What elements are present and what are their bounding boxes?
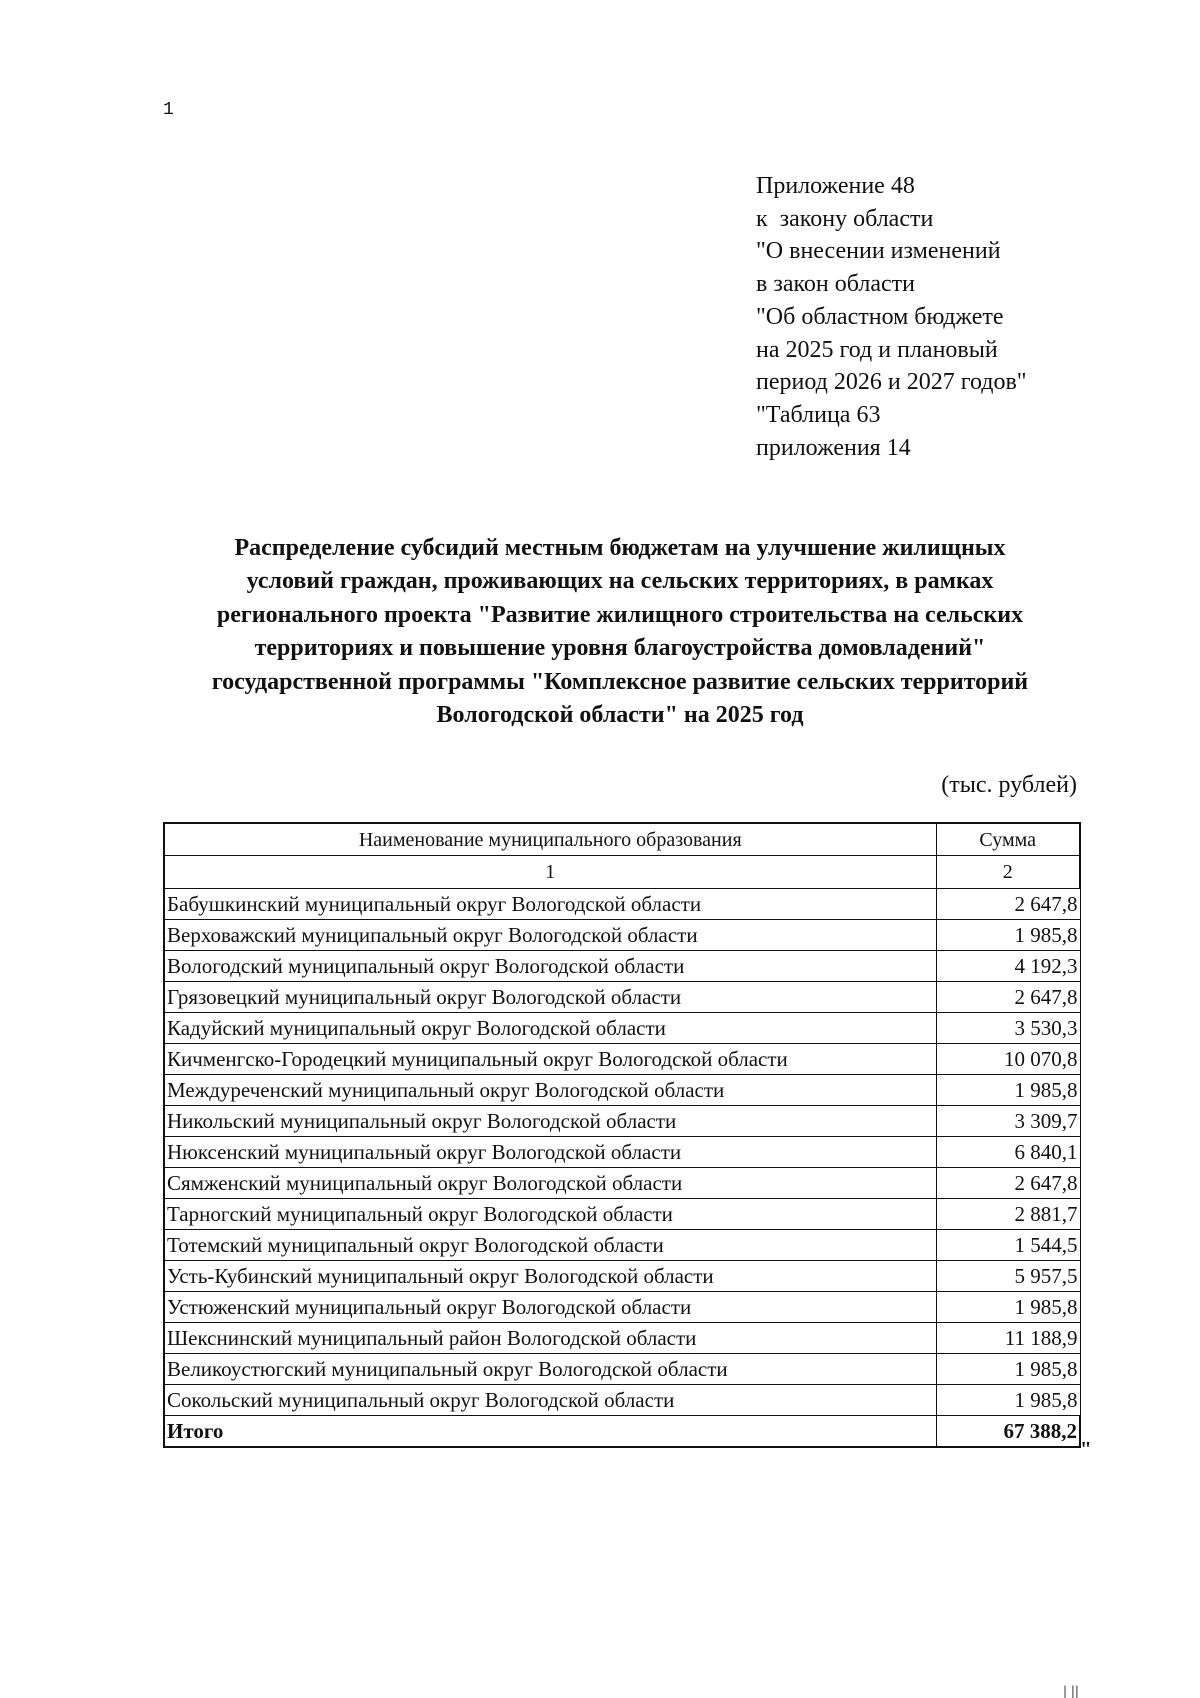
row-sum: 1 985,8	[936, 1385, 1080, 1416]
title-line: государственной программы "Комплексное развитие сельских территорий	[211, 668, 1029, 695]
row-sum: 3 309,7	[936, 1106, 1080, 1137]
table-row	[164, 951, 1080, 982]
table-header-row	[164, 823, 1080, 856]
row-sum: 2 647,8	[936, 1168, 1080, 1199]
row-sum: 11 188,9	[936, 1323, 1080, 1354]
row-name: Бабушкинский муниципальный округ Вологодской области	[164, 889, 936, 920]
appendix-line: "Об областном бюджете	[756, 303, 1004, 330]
appendix-line: Приложение 48	[756, 173, 915, 199]
units-label: (тыс. рублей)	[941, 772, 1077, 798]
document-title	[150, 532, 1090, 732]
row-sum: 1 544,5	[936, 1230, 1080, 1261]
row-name: Тарногский муниципальный округ Вологодской области	[164, 1199, 936, 1230]
row-name: Вологодский муниципальный округ Вологодской области	[164, 951, 936, 982]
row-sum: 5 957,5	[936, 1261, 1080, 1292]
row-sum: 10 070,8	[936, 1044, 1080, 1075]
row-sum: 4 192,3	[936, 951, 1080, 982]
row-name: Нюксенский муниципальный округ Вологодской области	[164, 1137, 936, 1168]
title-line: регионального проекта "Развитие жилищного строительства на сельских	[216, 601, 1024, 628]
table-row	[164, 1385, 1080, 1416]
row-name: Грязовецкий муниципальный округ Вологодской области	[164, 982, 936, 1013]
appendix-line: в закон области	[756, 271, 915, 298]
table-row	[164, 1354, 1080, 1385]
row-sum: 2 647,8	[936, 982, 1080, 1013]
row-name: Междуреченский муниципальный округ Вологодской области	[164, 1075, 936, 1106]
appendix-line: на 2025 год и плановый	[756, 336, 998, 363]
total-sum: 67 388,2	[936, 1416, 1080, 1448]
row-sum: 2 881,7	[936, 1199, 1080, 1230]
appendix-line: приложения 14	[756, 434, 911, 461]
row-name: Кадуйский муниципальный округ Вологодской области	[164, 1013, 936, 1044]
row-sum: 1 985,8	[936, 1075, 1080, 1106]
appendix-reference	[756, 170, 1027, 464]
appendix-line: период 2026 и 2027 годов"	[756, 369, 1027, 396]
table-row	[164, 1106, 1080, 1137]
total-row	[164, 1416, 1080, 1448]
table-row	[164, 1230, 1080, 1261]
row-name: Сокольский муниципальный округ Вологодской области	[164, 1385, 936, 1416]
title-line: Вологодской области" на 2025 год	[436, 702, 804, 729]
total-label: Итого	[164, 1416, 936, 1448]
table-row	[164, 1013, 1080, 1044]
table-row	[164, 889, 1080, 920]
table-row	[164, 982, 1080, 1013]
row-name: Великоустюгский муниципальный округ Вологодской области	[164, 1354, 936, 1385]
row-name: Сямженский муниципальный округ Вологодской области	[164, 1168, 936, 1199]
header-name: Наименование муниципального образования	[164, 823, 936, 856]
table-row	[164, 1044, 1080, 1075]
table-row	[164, 1323, 1080, 1354]
row-sum: 2 647,8	[936, 889, 1080, 920]
table-row	[164, 920, 1080, 951]
row-sum: 6 840,1	[936, 1137, 1080, 1168]
closing-quote: "	[1080, 1437, 1092, 1461]
row-sum: 1 985,8	[936, 1354, 1080, 1385]
row-name: Верховажский муниципальный округ Вологодской области	[164, 920, 936, 951]
table-row	[164, 1075, 1080, 1106]
row-name: Кичменгско-Городецкий муниципальный округ Вологодской области	[164, 1044, 936, 1075]
subsidy-table	[163, 822, 1081, 1448]
title-line: Распределение субсидий местным бюджетам на улучшение жилищных	[234, 535, 1006, 561]
appendix-line: "О внесении изменений	[756, 238, 1001, 265]
row-name: Усть-Кубинский муниципальный округ Вологодской области	[164, 1261, 936, 1292]
row-name: Тотемский муниципальный округ Вологодской области	[164, 1230, 936, 1261]
row-name: Шекснинский муниципальный район Вологодской области	[164, 1323, 936, 1354]
title-line: условий граждан, проживающих на сельских территориях, в рамках	[246, 568, 994, 595]
table-row	[164, 1261, 1080, 1292]
table-row	[164, 1199, 1080, 1230]
row-sum: 1 985,8	[936, 920, 1080, 951]
column-number: 1	[164, 856, 936, 889]
table-row	[164, 1137, 1080, 1168]
appendix-line: "Таблица 63	[756, 401, 881, 428]
column-number: 2	[936, 856, 1080, 889]
scan-marks: | ||	[1063, 1684, 1079, 1698]
row-name: Устюженский муниципальный округ Вологодской области	[164, 1292, 936, 1323]
column-number-row	[164, 856, 1080, 889]
row-name: Никольский муниципальный округ Вологодской области	[164, 1106, 936, 1137]
row-sum: 3 530,3	[936, 1013, 1080, 1044]
page-number: 1	[163, 100, 174, 120]
table-row	[164, 1292, 1080, 1323]
header-sum: Сумма	[936, 823, 1080, 856]
row-sum: 1 985,8	[936, 1292, 1080, 1323]
table-row	[164, 1168, 1080, 1199]
title-line: территориях и повышение уровня благоустройства домовладений"	[254, 635, 986, 662]
appendix-line: к закону области	[756, 205, 934, 232]
